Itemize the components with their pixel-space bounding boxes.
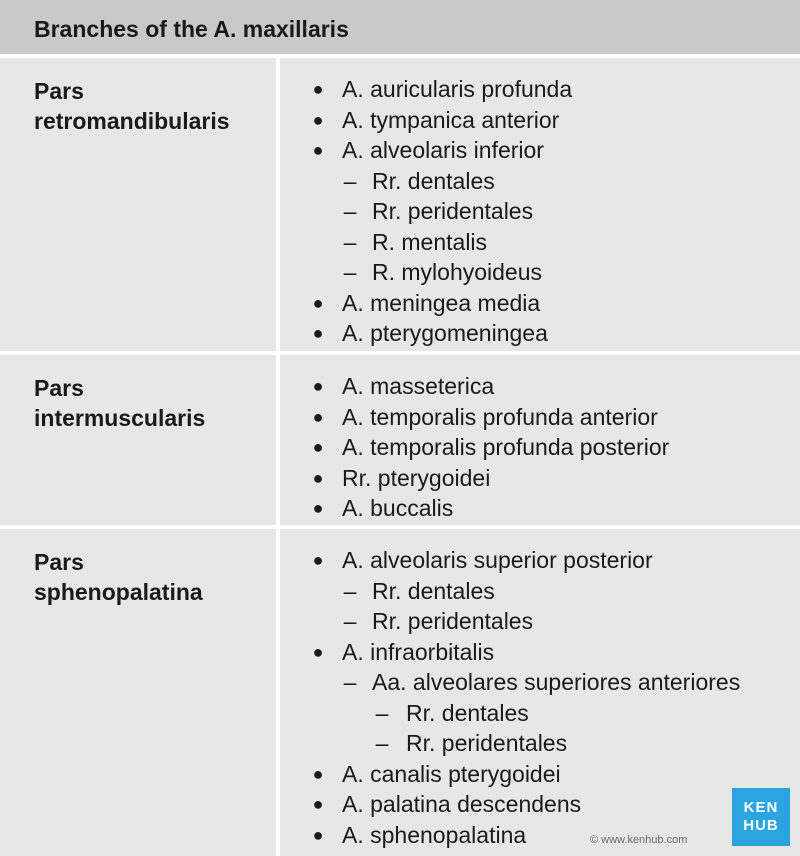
list-item bbox=[280, 166, 800, 197]
branch-list bbox=[280, 371, 800, 524]
branch-name: A. masseterica bbox=[342, 373, 495, 399]
branch-name: Rr. pterygoidei bbox=[342, 464, 491, 491]
bullet-marker: ● bbox=[312, 437, 324, 457]
branch-name: Aa. alveolares superiores anteriores bbox=[372, 669, 741, 695]
row-title: Pars intermuscularis bbox=[34, 375, 206, 431]
row-branches-cell bbox=[280, 529, 800, 856]
bullet-marker: ● bbox=[312, 467, 324, 488]
branch-name: A. infraorbitalis bbox=[342, 638, 495, 665]
list-item bbox=[280, 227, 800, 258]
branch-name: Rr. dentales bbox=[372, 167, 495, 194]
bullet-marker: ● bbox=[312, 376, 324, 396]
list-item bbox=[280, 74, 800, 105]
bullet-marker: ● bbox=[312, 109, 324, 130]
row-title: Pars retromandibularis bbox=[34, 78, 230, 134]
bullet-marker: ● bbox=[312, 323, 324, 343]
branch-name: A. alveolaris inferior bbox=[342, 137, 544, 163]
dash-marker: – bbox=[343, 198, 357, 224]
branch-name: A. palatina descendens bbox=[342, 791, 582, 817]
dash-marker: – bbox=[343, 228, 357, 255]
bullet-marker: ● bbox=[312, 794, 324, 814]
list-item bbox=[280, 493, 800, 524]
list-item bbox=[280, 105, 800, 136]
table-row-retromandibularis bbox=[0, 58, 800, 351]
branch-name: A. auricularis profunda bbox=[342, 76, 573, 102]
list-item bbox=[280, 728, 800, 759]
branch-name: A. pterygomeningea bbox=[342, 320, 548, 346]
list-item bbox=[280, 606, 800, 637]
branch-list bbox=[280, 74, 800, 349]
list-item bbox=[280, 698, 800, 729]
list-item bbox=[280, 545, 800, 576]
list-item bbox=[280, 288, 800, 319]
branch-name: A. alveolaris superior posterior bbox=[342, 547, 653, 573]
branch-name: A. buccalis bbox=[342, 495, 454, 521]
dash-marker: – bbox=[343, 608, 357, 634]
branch-name: Rr. dentales bbox=[372, 577, 495, 604]
dash-marker: – bbox=[343, 259, 357, 285]
kenhub-logo: KEN HUB bbox=[732, 788, 790, 846]
branch-name: R. mylohyoideus bbox=[372, 259, 543, 285]
table-header bbox=[0, 0, 800, 54]
table-row-sphenopalatina bbox=[0, 529, 800, 856]
row-title: Pars sphenopalatina bbox=[34, 549, 203, 605]
list-item bbox=[280, 759, 800, 790]
list-item bbox=[280, 820, 800, 851]
bullet-marker: ● bbox=[312, 641, 324, 662]
list-item bbox=[280, 196, 800, 227]
branch-name: A. sphenopalatina bbox=[342, 821, 527, 848]
list-item bbox=[280, 135, 800, 166]
list-item bbox=[280, 432, 800, 463]
branch-name: A. meningea media bbox=[342, 289, 541, 316]
copyright-text: © www.kenhub.com bbox=[590, 834, 688, 846]
row-label-cell bbox=[0, 58, 276, 351]
list-item bbox=[280, 371, 800, 402]
list-item bbox=[280, 402, 800, 433]
branch-name: Rr. peridentales bbox=[406, 730, 568, 756]
branch-name: A. canalis pterygoidei bbox=[342, 760, 561, 787]
branch-name: A. temporalis profunda anterior bbox=[342, 403, 658, 430]
bullet-marker: ● bbox=[312, 550, 324, 570]
dash-marker: – bbox=[375, 730, 389, 756]
bullet-marker: ● bbox=[312, 824, 324, 845]
branch-name: A. temporalis profunda posterior bbox=[342, 434, 670, 460]
dash-marker: – bbox=[343, 577, 357, 604]
list-item bbox=[280, 463, 800, 494]
row-label-cell bbox=[0, 529, 276, 856]
dash-marker: – bbox=[375, 699, 389, 726]
row-branches-cell bbox=[280, 355, 800, 525]
branch-name: Rr. peridentales bbox=[372, 608, 534, 634]
list-item bbox=[280, 257, 800, 288]
list-item bbox=[280, 576, 800, 607]
row-branches-cell bbox=[280, 58, 800, 351]
bullet-marker: ● bbox=[312, 79, 324, 99]
branch-name: Rr. dentales bbox=[406, 699, 529, 726]
dash-marker: – bbox=[343, 669, 357, 695]
bullet-marker: ● bbox=[312, 498, 324, 518]
branch-name: A. tympanica anterior bbox=[342, 106, 560, 133]
branch-name: R. mentalis bbox=[372, 228, 488, 255]
bullet-marker: ● bbox=[312, 406, 324, 427]
bullet-marker: ● bbox=[312, 292, 324, 313]
table-title: Branches of the A. maxillaris bbox=[34, 16, 349, 42]
list-item bbox=[280, 667, 800, 698]
bullet-marker: ● bbox=[312, 140, 324, 160]
bullet-marker: ● bbox=[312, 763, 324, 784]
list-item bbox=[280, 318, 800, 349]
list-item bbox=[280, 637, 800, 668]
dash-marker: – bbox=[343, 167, 357, 194]
list-item bbox=[280, 789, 800, 820]
table-row-intermuscularis bbox=[0, 355, 800, 525]
branch-list bbox=[280, 545, 800, 850]
branch-name: Rr. peridentales bbox=[372, 198, 534, 224]
row-label-cell bbox=[0, 355, 276, 525]
